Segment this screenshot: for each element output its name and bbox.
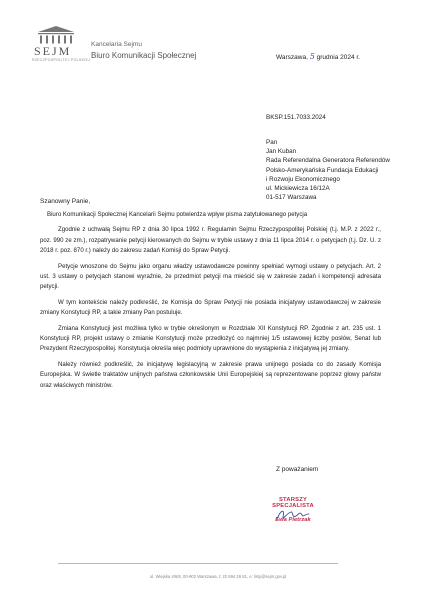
address-line: 01-517 Warszawa xyxy=(266,194,317,202)
logo-text: SEJM xyxy=(34,44,72,58)
footer-contact: ul. Wiejska 4/6/8, 00-902 Warszawa, t: 22 694 26 81, e: listy@sejm.gov.pl xyxy=(150,574,287,579)
reference-number: BKSP.151.7033.2024 xyxy=(266,114,326,121)
date-rest: grudnia 2024 r. xyxy=(316,54,360,61)
closing: Z poważaniem xyxy=(276,466,319,473)
address-line: Polsko-Amerykańska Fundacja Edukacji xyxy=(266,166,379,174)
body-paragraph: W tym kontekście należy podkreślić, że Komisja do Spraw Petycji nie posiada inicjatywy ustawodawczej w zakresie zmiany Konstytucji RP, a takie zmiany Pan postuluje. xyxy=(40,298,381,317)
body-paragraph: Należy również podkreślić, że inicjatywę legislacyjną w zakresie prawa unijnego posiada co do zasady Komisja Europejska. W świetle traktatów unijnych państwa członkowskie Unii Europejskiej są reprezentowane poprzez głowy państw oraz właściwych ministrów. xyxy=(40,360,381,389)
eagle-emblem-icon xyxy=(34,25,78,45)
address-line: ul. Mickiewicza 16/12A xyxy=(266,185,330,193)
stamp-title: STARSZY SPECJALISTA xyxy=(272,497,314,509)
date-prefix: Warszawa, xyxy=(276,54,308,61)
signature-stamp xyxy=(258,497,328,523)
date-day: 5 xyxy=(309,52,315,61)
letter-body xyxy=(40,210,381,396)
body-paragraph: Biuro Komunikacji Społecznej Kancelarii Sejmu potwierdza wpływ pisma zatytułowanego petycja xyxy=(47,211,308,218)
letter-date xyxy=(276,52,360,61)
address-line: i Rozwoju Ekonomicznego xyxy=(266,175,340,183)
body-paragraph: Petycje wnoszone do Sejmu jako organu władzy ustawodawcze powinny spełniać wymogi ustawy o petycjach. Art. 2 ust. 3 ustawy o petycjach stanowi wyraźnie, że przedmiot petycji ma mieścić się w zakresie zadań i kompetencji adresata petycji. xyxy=(40,262,381,291)
salutation: Szanowny Panie, xyxy=(40,198,91,205)
address-line: Rada Referendalna Generatora Referendów xyxy=(266,157,390,165)
bureau-name: Biuro Komunikacji Społecznej xyxy=(91,51,197,60)
body-paragraph: Zmiana Konstytucji jest możliwa tylko w trybie określonym w Rozdziale XII Konstytucji RP. Zgodnie z art. 235 ust. 1 Konstytucji RP, projekt ustawy o zmianie Konstytucji może przedłożyć co najmniej 1/5 ustawowej liczby posłów, Senat lub Prezydent Rzeczypospolitej. Konstytucja określa więc podmioty uprawnione do wystąpienia z inicjatywą jej zmiany. xyxy=(40,324,381,353)
address-line: Pan xyxy=(266,139,278,146)
address-line: Jan Kuban xyxy=(266,148,297,156)
recipient-address xyxy=(266,138,390,202)
body-paragraph: Zgodnie z uchwałą Sejmu RP z dnia 30 lipca 1992 r. Regulamin Sejmu Rzeczypospolitej Polskiej (t.j. M.P. z 2022 r., poz. 990 ze zm.), rozpatrywanie petycji kierowanych do Sejmu w trybie ustawy z dnia 11 lipca 2014 r. o petycjach (t.j. Dz. U. z 2018 r. poz. 870 r.) należy do zakresu zadań Komisji do Spraw Petycji. xyxy=(40,226,381,255)
footer-divider xyxy=(58,563,338,564)
stamp-name: Ewa Pietrzak xyxy=(275,517,311,523)
logo-subtitle: RZECZPOSPOLITEJ POLSKIEJ xyxy=(32,58,91,62)
office-name: Kancelaria Sejmu xyxy=(91,41,142,48)
